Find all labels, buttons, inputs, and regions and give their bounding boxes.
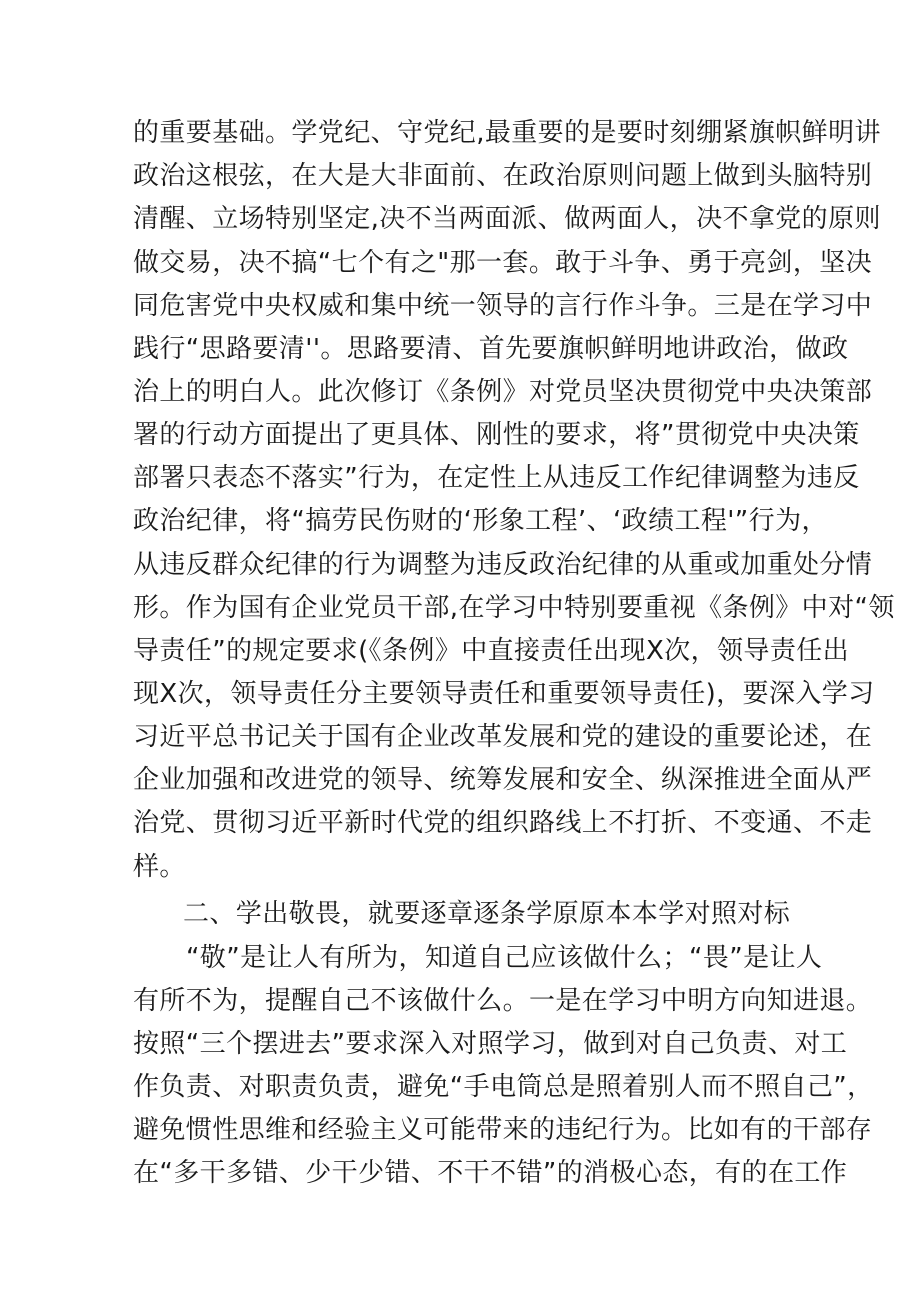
text-line: 企业加强和改进党的领导、统筹发展和安全、纵深推进全面从严	[133, 765, 873, 795]
text-line: 同危害党中央权威和集中统一领导的言行作斗争。三是在学习中	[133, 291, 873, 321]
text-line: 作负责、对职责负责，避免“手电筒总是照着别人而不照自己”，	[133, 1072, 874, 1102]
text-line: 从违反群众纪律的行为调整为违反政治纪律的从重或加重处分情	[133, 550, 873, 580]
text-line: 在“多干多错、少干少错、不干不错”的消极心态，有的在工作	[133, 1158, 848, 1188]
text-line: 署的行动方面提出了更具体、刚性的要求，将”贯彻党中央决策	[133, 420, 860, 450]
text-line: 有所不为，提醒自己不该做什么。一是在学习中明方向知进退。	[133, 986, 873, 1016]
text-line: 治上的明白人。此次修订《条例》对党员坚决贯彻党中央决策部	[133, 377, 873, 407]
text-line: 避免惯性思维和经验主义可能带来的违纪行为。比如有的干部存	[133, 1115, 873, 1145]
text-line: 清醒、立场特别坚定,决不当两面派、做两面人，决不拿党的原则	[133, 204, 881, 234]
text-line: 做交易，决不搞“七个有之"那一套。敢于斗争、勇于亮剑，坚决	[133, 248, 873, 278]
text-line: 样。	[133, 852, 186, 882]
text-line: 政治纪律，将“搞劳民伤财的‘形象工程’、‘政绩工程'”行为，	[133, 506, 828, 536]
text-line: 按照“三个摆进去”要求深入对照学习，做到对自己负责、对工	[133, 1029, 848, 1059]
text-line: 部署只表态不落实”行为，在定性上从违反工作纪律调整为违反	[133, 463, 860, 493]
text-line: 政治这根弦，在大是大非面前、在政治原则问题上做到头脑特别	[133, 161, 873, 191]
text-line: 的重要基础。学党纪、守党纪,最重要的是要时刻绷紧旗帜鲜明讲	[133, 118, 881, 148]
text-line: 治党、贯彻习近平新时代党的组织路线上不打折、不变通、不走	[133, 808, 873, 838]
text-line: 践行“思路要清''。思路要清、首先要旗帜鲜明地讲政治，做政	[133, 334, 849, 364]
text-line: 现X次，领导责任分主要领导责任和重要领导责任)，要深入学习	[133, 679, 875, 709]
text-line: 形。作为国有企业党员干部,在学习中特别要重视《条例》中对“领	[133, 593, 895, 623]
text-line: 导责任”的规定要求(《条例》中直接责任出现X次，领导责任出	[133, 636, 850, 666]
text-line: “敬”是让人有所为，知道自己应该做什么；“畏”是让人	[186, 943, 823, 973]
text-line: 习近平总书记关于国有企业改革发展和党的建设的重要论述，在	[133, 722, 873, 752]
section-heading: 二、学出敬畏，就要逐章逐条学原原本本学对照对标	[183, 899, 791, 929]
